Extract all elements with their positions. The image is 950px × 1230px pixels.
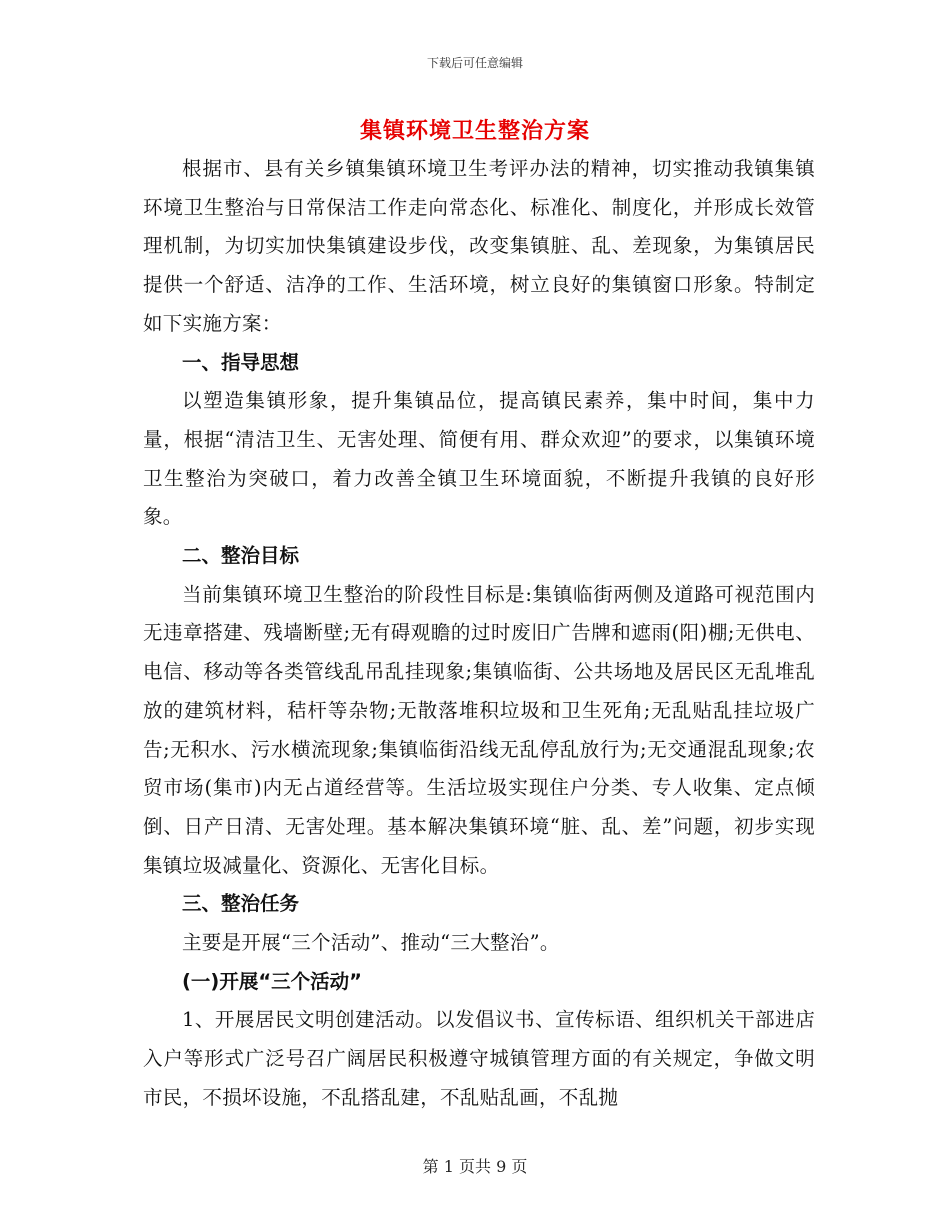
guiding-ideology-paragraph: 以塑造集镇形象，提升集镇品位，提高镇民素养，集中时间，集中力量，根据“清洁卫生、无害处理、简便有用、群众欢迎”的要求，以集镇环境卫生整治为突破口，着力改善全镇卫生环境面貌，不断提升我镇的良好形象。	[143, 389, 815, 529]
goals-paragraph: 当前集镇环境卫生整治的阶段性目标是:集镇临街两侧及道路可视范围内无违章搭建、残墙断壁;无有碍观瞻的过时废旧广告牌和遮雨(阳)棚;无供电、电信、移动等各类管线乱吊乱挂现象;集镇临街、公共场地及居民区无乱堆乱放的建筑材料，秸杆等杂物;无散落堆积垃圾和卫生死角;无乱贴乱挂垃圾广告;无积水、污水横流现象;集镇临街沿线无乱停乱放行为;无交通混乱现象;农贸市场(集市)内无占道经营等。生活垃圾实现住户分类、专人收集、定点倾倒、日产日清、无害处理。基本解决集镇环境“脏、乱、差”问题，初步实现集镇垃圾减量化、资源化、无害化目标。	[143, 582, 815, 877]
document-title: 集镇环境卫生整治方案	[359, 119, 590, 144]
section-heading-guiding-ideology: 一、指导思想	[182, 350, 300, 374]
intro-paragraph: 根据市、县有关乡镇集镇环境卫生考评办法的精神，切实推动我镇集镇环境卫生整治与日常保洁工作走向常态化、标准化、制度化，并形成长效管理机制，为切实加快集镇建设步伐，改变集镇脏、乱、差现象，为集镇居民提供一个舒适、洁净的工作、生活环境，树立良好的集镇窗口形象。特制定如下实施方案：	[143, 157, 815, 335]
section-heading-tasks: 三、整治任务	[182, 892, 300, 916]
activity-one-paragraph: 1、开展居民文明创建活动。以发倡议书、宣传标语、组织机关干部进店入户等形式广泛号召广阔居民积极遵守城镇管理方面的有关规定，争做文明市民，不损坏设施，不乱搭乱建，不乱贴乱画，不乱抛	[143, 1008, 815, 1109]
subsection-heading-three-activities: (一)开展“三个活动”	[182, 969, 362, 993]
tasks-summary-paragraph: 主要是开展“三个活动”、推动“三大整治”。	[182, 931, 560, 955]
section-heading-goals: 二、整治目标	[182, 544, 300, 568]
document-body	[143, 150, 815, 1118]
page-footer: 第 1 页共 9 页	[422, 1157, 528, 1176]
page-header-note: 下载后可任意编辑	[426, 56, 523, 70]
